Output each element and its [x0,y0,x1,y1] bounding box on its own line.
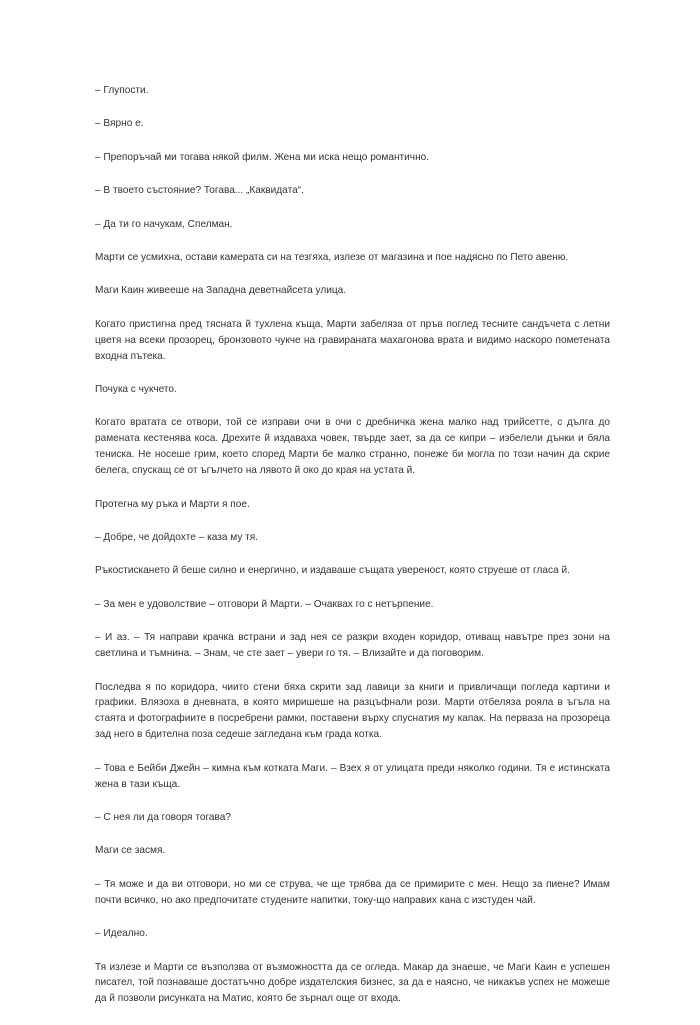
paragraph: Протегна му ръка и Марти я пое. [95,498,250,510]
paragraph: – Препоръчай ми тогава някой филм. Жена ми иска нещо романтично. [95,151,430,163]
paragraph: – За мен е удоволствие – отговори й Марти. – Очаквах го с нетърпение. [95,598,434,610]
paragraph: – Да ти го начукам, Спелман. [95,218,233,230]
paragraph: – Добре, че дойдохте – каза му тя. [95,532,259,543]
paragraph: Тя излезе и Марти се възползва от възможността да се огледа. Макар да знаеше, че Маги Каин е успешен писател, той познаваше достатъчно добре издателския бизнес, за да е наясно, че никакъв успех не можеше да й позволи рисунката на Матис, която бе зърнал още от входа. [95,961,610,1005]
paragraph: Последва я по коридора, чиито стени бяха скрити зад лавици за книги и привличащи погледа картини и графики. Влязоха в дневната, в която миришеше на разцъфнали рози. Марти отбеляза рояла в ъгъла на стаята и фотографиите в посребрени рамки, поставени върху спуснатия му капак. На первaза на прозореца зад него в бдителна поза седеше загледана към града котка. [95,681,610,741]
paragraph: – Тя може и да ви отговори, но ми се струва, че ще трябва да се примирите с мен. Нещо за пиене? Имам почти всичко, но ако предпочитате студените напитки, току-що направих кана с изстуден чай. [95,878,610,906]
document-text-body [95,83,610,1025]
paragraph: Ръкостискането й беше силно и енергично, и издаваше същата увереност, която струеше от гласа й. [95,565,570,577]
paragraph: – И аз. – Тя направи крачка встрани и зад нея се разкри входен коридор, отиващ навътре през зони на светлина и тъмнина. – Знам, че сте зает – увери го тя. – Влизайте и да поговорим. [95,632,610,660]
paragraph: Почукa с чукчето. [95,384,177,396]
paragraph: – Идеално. [95,928,148,940]
paragraph: – В твоето състояние? Тогава... „Каквидата“. [95,185,304,197]
paragraph: Когато вратата се отвори, той се изправи очи в очи с дребничка жена малко над трийсетте, с дълга до рамената кестенява коса. Дрехите й издаваха човек, твърде зает, за да се кипри – избелели дънки и бяла тениска. Не носеше грим, което според Марти бе малко странно, понеже би могла по този начин да скрие белега, спускащ се от ъгълчето на лявото й око до края на устата й. [95,417,610,477]
paragraph: – С нея ли да говоря тогава? [95,811,231,823]
paragraph: Маги Каин живееше на Западна деветнайсета улица. [95,285,347,297]
paragraph: Маги се засмя. [95,845,166,857]
paragraph: Когато пристигна пред тясната й тухлена къща, Марти забеляза от пръв поглед тесните сандъчета с летни цветя на всеки прозорец, бронзовото чукче на гравираната махагонова врата и видимо наскоро пометената входна пътека. [95,318,610,362]
paragraph: – Това е Бейби Джейн – кимна към котката Маги. – Взех я от улицата преди няколко години. Тя е истинската жена в тази къща. [95,762,610,790]
paragraph: – Глупости. [95,85,149,96]
paragraph: – Вярно е. [95,118,144,130]
paragraph: Марти се усмихна, остави камерата си на тезгяха, излезе от магазина и пое надясно по Пето авеню. [95,252,569,264]
